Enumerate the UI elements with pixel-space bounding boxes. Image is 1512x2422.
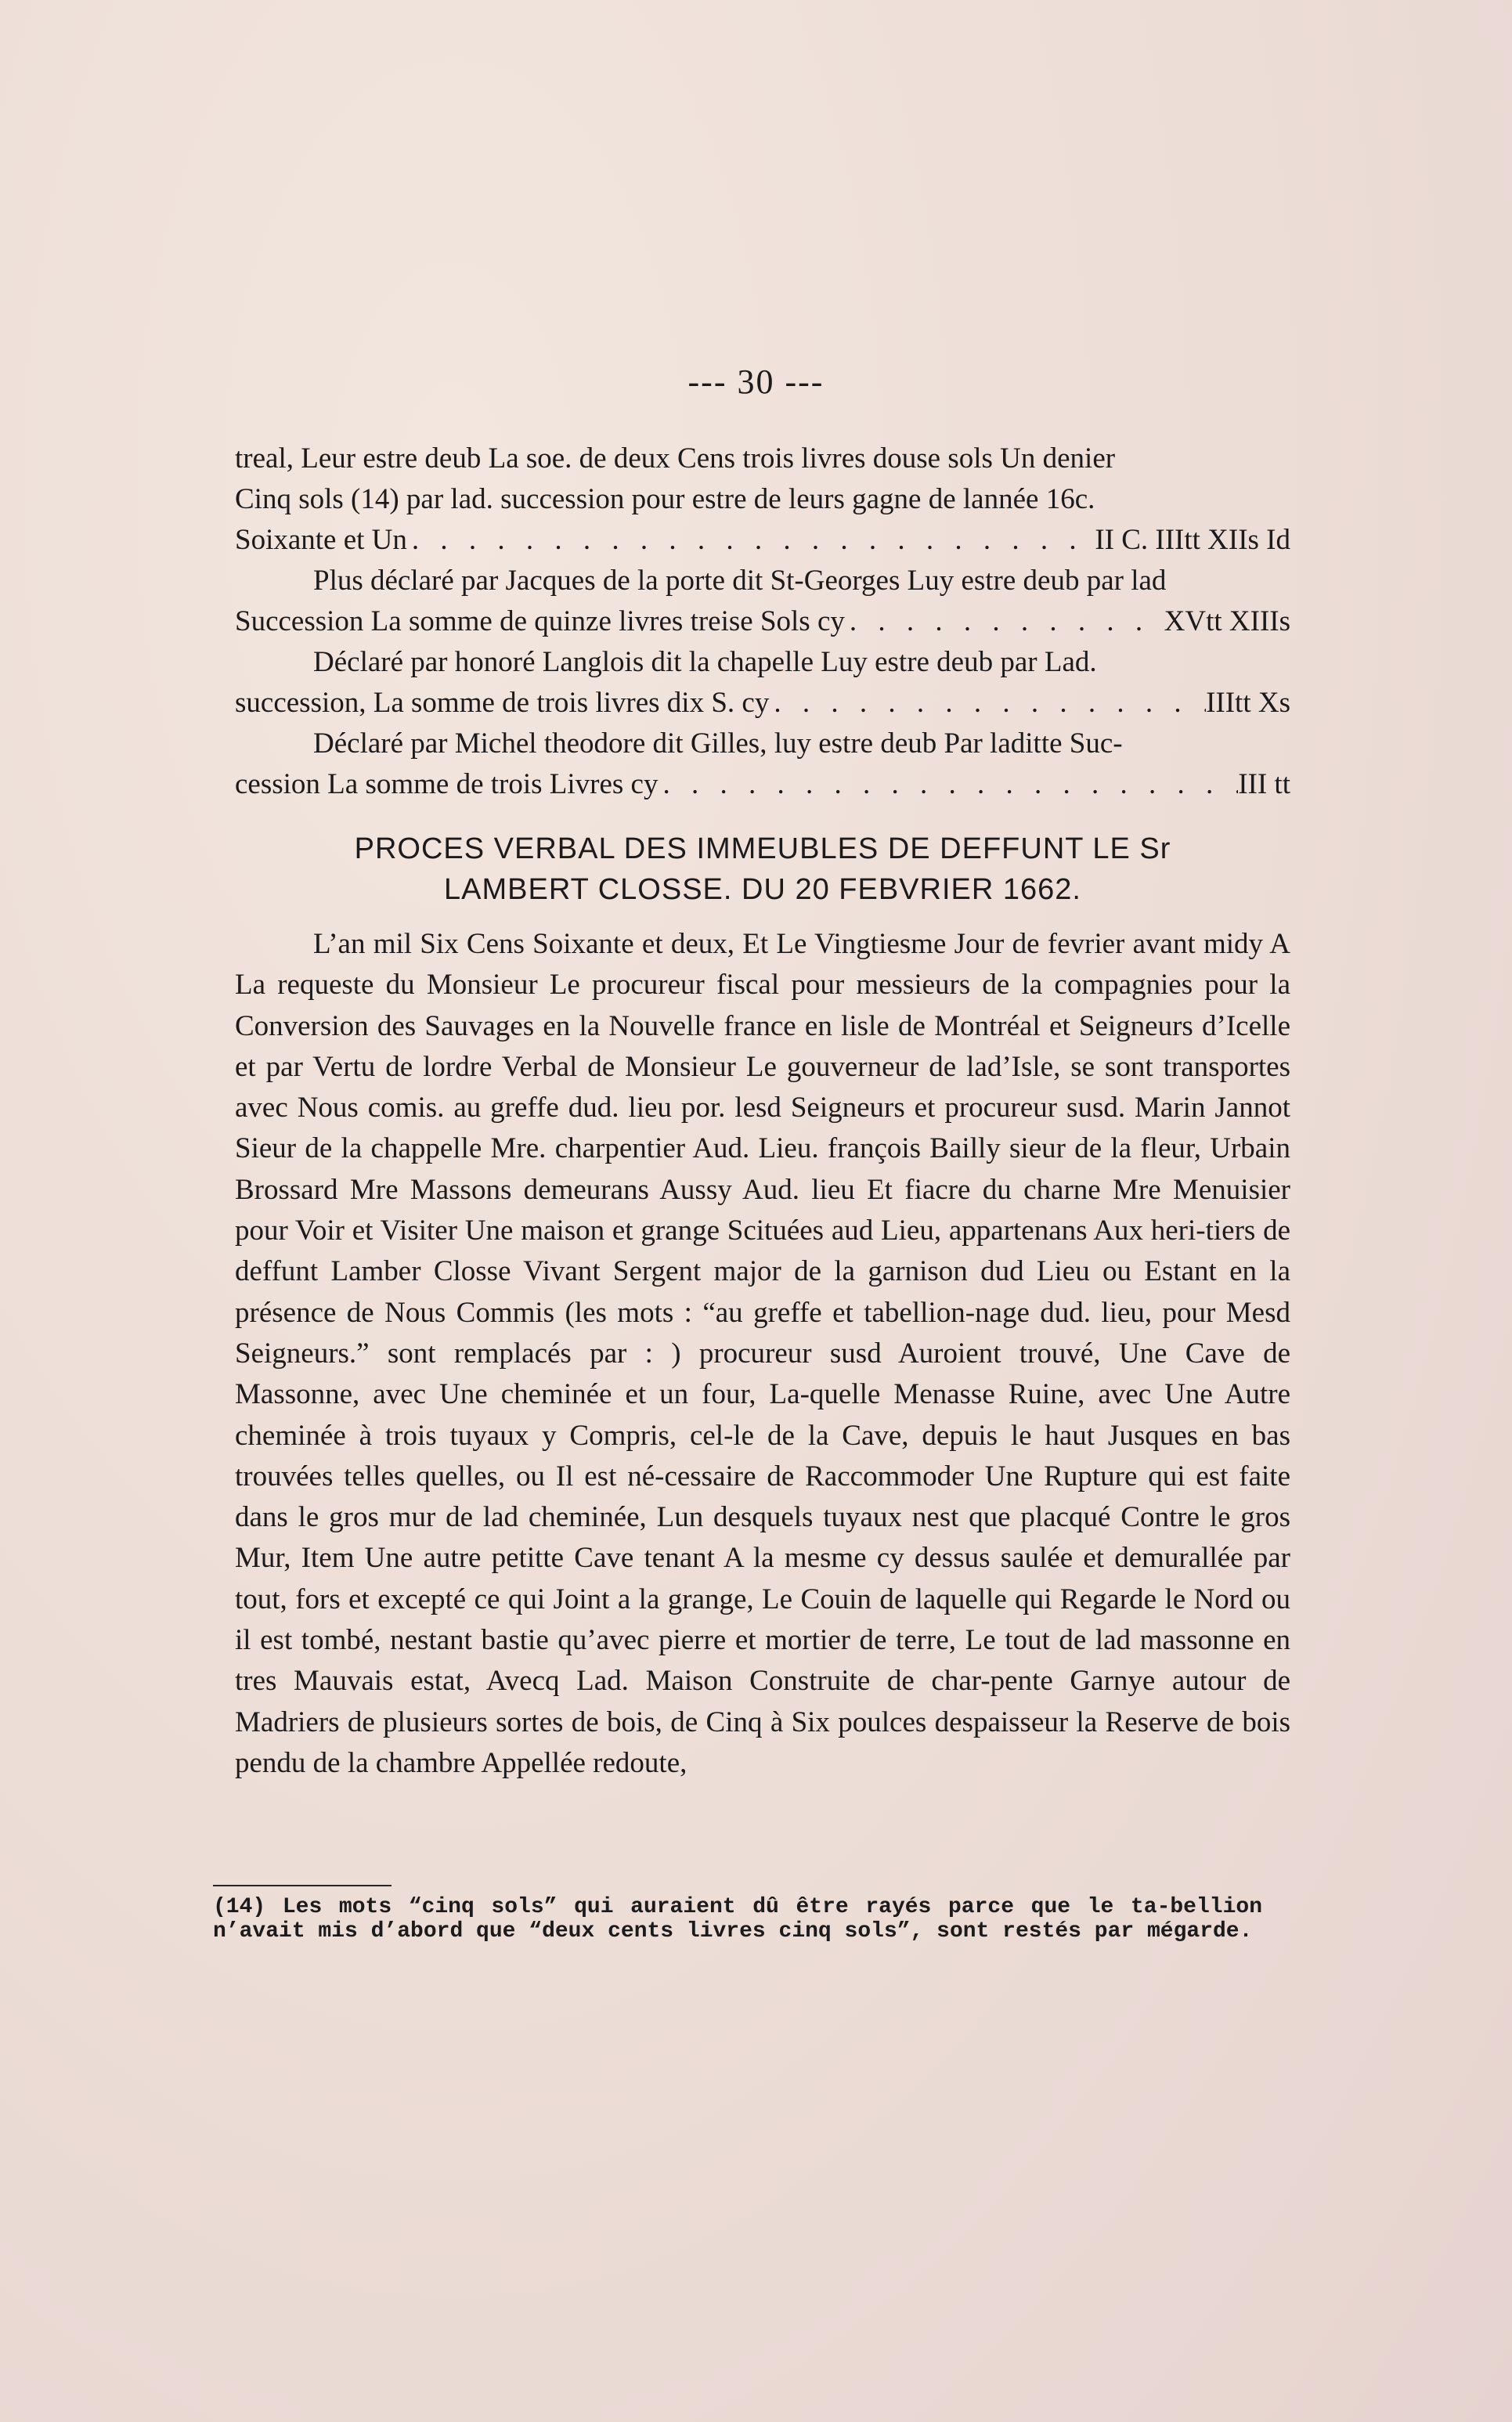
proces-verbal-paragraph: L’an mil Six Cens Soixante et deux, Et Le Vingtiesme Jour de fevrier avant midy A La requeste du Monsieur Le procureur fiscal pour messieurs de la compagnies pour la Conversion des Sauvages en la Nouvelle france en lisle de Montréal et Seigneurs d’Icelle et par Vertu de lordre Verbal de Monsieur Le gouverneur de lad’Isle, se sont transportes avec Nous comis. au greffe dud. lieu por. lesd Seigneurs et procureur susd. Marin Jannot Sieur de la chappelle Mre. charpentier Aud. Lieu. françois Bailly sieur de la fleur, Urbain Brossard Mre Massons demeurans Aussy Aud. lieu Et fiacre du charne Mre Menuisier pour Voir et Visiter Une maison et grange Scituées aud Lieu, appartenans Aux heri-tiers de deffunt Lamber Closse Vivant Sergent major de la garnison dud Lieu ou Estant en la présence de Nous Commis (les mots : “au greffe et tabellion-nage dud. lieu, pour Mesd Seigneurs.” sont remplacés par : ) procureur susd Auroient trouvé, Une Cave de Massonne, avec Une cheminée et un four, La-quelle Menasse Ruine, avec Une Autre cheminée à trois tuyaux y Compris, cel-le de la Cave, depuis le haut Jusques en bas trouvées telles quelles, ou Il est né-cessaire de Raccommoder Une Rupture qui est faite dans le gros mur de lad cheminée, Lun desquels tuyaux nest que placqué Contre le gros Mur, Item Une autre petitte Cave tenant A la mesme cy dessus saulée et demurallée par tout, fors et excepté ce qui Joint a la grange, Le Couin de laquelle qui Regarde le Nord ou il est tombé, nestant bastie qu’avec pierre et mortier de terre, Le tout de lad massonne en tres Mauvais estat, Avecq Lad. Maison Construite de char-pente Garnye autour de Madriers de plusieurs sortes de bois, de Cinq à Six poulces despaisseur la Reserve de bois pendu de la chambre Appellée redoute, xyxy=(235,928,1290,1779)
dot-leader xyxy=(769,683,1206,724)
ledger-amount: IIItt Xs xyxy=(1206,687,1290,719)
footnote: (14) Les mots “cinq sols” qui auraient dû être rayés parce que le ta-bellion n’avait mis d’abord que “deux cents livres cinq sols”, sont restés par mégarde. xyxy=(213,1895,1262,1944)
ledger-line xyxy=(235,601,1290,642)
declaration-paragraph xyxy=(235,561,1290,642)
ledger-line xyxy=(235,683,1290,724)
ledger-line xyxy=(235,520,1290,561)
text-line: Déclaré par honoré Langlois dit la chapelle Luy estre deub par Lad. xyxy=(313,646,1097,678)
page-number: --- 30 --- xyxy=(687,363,825,401)
ledger-amount: III tt xyxy=(1238,768,1290,800)
ledger-amount: II C. IIItt XIIs Id xyxy=(1095,524,1290,556)
opening-text-block xyxy=(235,439,1290,805)
section-heading-line: LAMBERT CLOSSE. DU 20 FEBVRIER 1662. xyxy=(444,873,1081,906)
text-line: treal, Leur estre deub La soe. de deux Cens trois livres douse sols Un denier xyxy=(235,442,1116,475)
section-heading-line: PROCES VERBAL DES IMMEUBLES DE DEFFUNT LE Sr xyxy=(354,832,1171,865)
ledger-line xyxy=(235,764,1290,805)
ledger-entry-text: Succession La somme de quinze livres treise Sols cy xyxy=(235,605,845,637)
section-heading xyxy=(235,828,1290,910)
declaration-paragraph xyxy=(235,724,1290,805)
ledger-entry-text: cession La somme de trois Livres cy xyxy=(235,768,659,800)
dot-leader xyxy=(845,601,1164,642)
dot-leader xyxy=(407,520,1095,561)
text-line: Plus déclaré par Jacques de la porte dit St-Georges Luy estre deub par lad xyxy=(313,565,1167,597)
text-line: Déclaré par Michel theodore dit Gilles, luy estre deub Par laditte Suc- xyxy=(313,727,1123,760)
ledger-amount: XVtt XIIIs xyxy=(1164,605,1290,637)
ledger-entry-text: succession, La somme de trois livres dix S. cy xyxy=(235,687,770,719)
declaration-paragraph xyxy=(235,642,1290,724)
footnote-divider xyxy=(213,1885,392,1886)
ledger-entry-text: Soixante et Un xyxy=(235,524,407,556)
dot-leader xyxy=(658,764,1238,805)
text-line: Cinq sols (14) par lad. succession pour estre de leurs gagne de lannée 16c. xyxy=(235,483,1095,515)
continued-paragraph xyxy=(235,439,1290,561)
